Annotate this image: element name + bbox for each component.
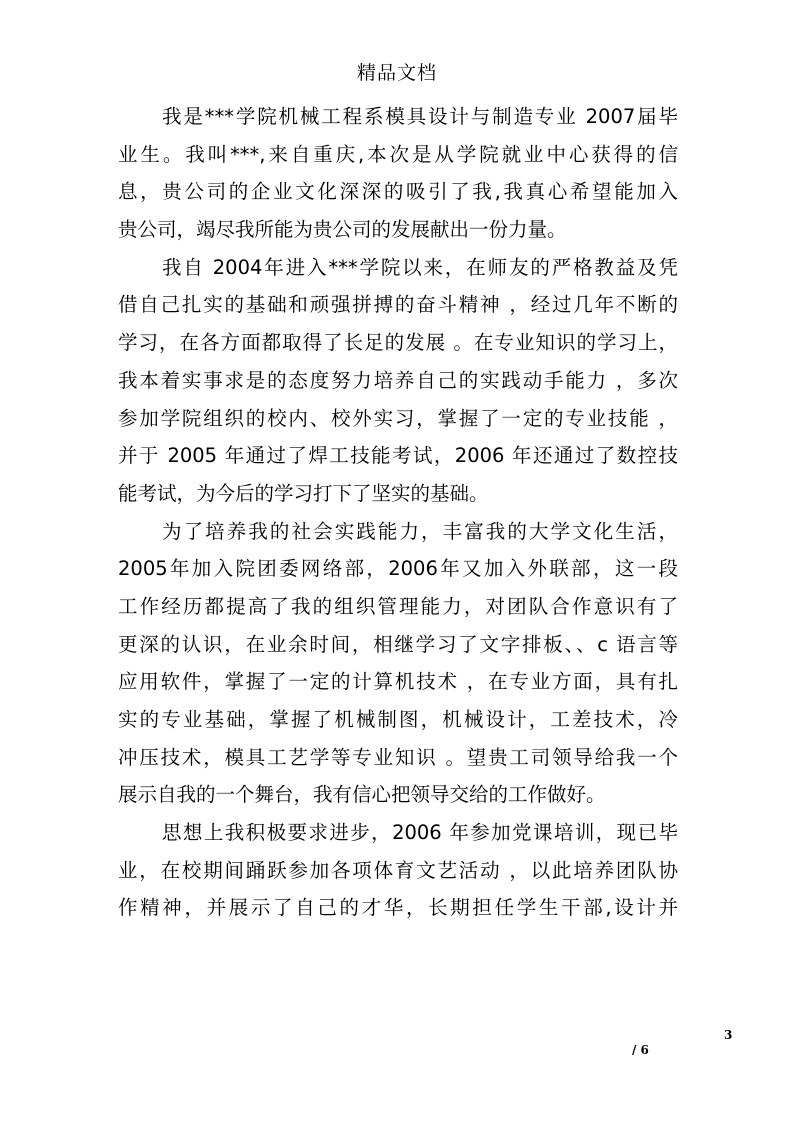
- paragraph-4-line-3: 作精神，并展示了自己的才华，长期担任学生干部,设计并: [118, 896, 678, 920]
- paragraph-4-line-1: 思想上我积极要求进步，2006 年参加党课培训，现已毕: [162, 821, 678, 845]
- paragraph-2-line-4: 我本着实事求是的态度努力培养自己的实践动手能力 ，多次: [118, 368, 678, 392]
- paragraph-3-line-8: 展示自我的一个舞台，我有信心把领导交给的工作做好。: [118, 783, 606, 807]
- paragraph-1-line-3: 息，贵公司的企业文化深深的吸引了我,我真心希望能加入: [118, 180, 678, 204]
- paragraph-4-line-2: 业，在校期间踊跃参加各项体育文艺活动 ，以此培养团队协: [118, 858, 678, 882]
- paragraph-1-line-2: 业生。我叫***,来自重庆,本次是从学院就业中心获得的信: [118, 142, 678, 166]
- paragraph-3-line-7: 冲压技术，模具工艺学等专业知识 。望贵工司领导给我一个: [118, 745, 678, 769]
- paragraph-3-line-3: 工作经历都提高了我的组织管理能力，对团队合作意识有了: [118, 594, 678, 618]
- paragraph-2-line-1: 我自 2004年进入***学院以来，在师友的严格教益及凭: [162, 255, 678, 279]
- paragraph-3-line-6: 实的专业基础，掌握了机械制图，机械设计，工差技术，冷: [118, 708, 678, 731]
- paragraph-3-line-5: 应用软件，掌握了一定的计算机技术 ，在专业方面，具有扎: [118, 670, 678, 694]
- paragraph-3-line-1: 为了培养我的社会实践能力，丰富我的大学文化生活，: [162, 519, 678, 543]
- document-header: 精品文档: [356, 62, 437, 84]
- paragraph-2-line-2: 借自己扎实的基础和顽强拼搏的奋斗精神 ，经过几年不断的: [118, 293, 678, 317]
- paragraph-3-line-2: 2005年加入院团委网络部，2006年又加入外联部，这一段: [118, 557, 678, 581]
- paragraph-3-line-4: 更深的认识，在业余时间，相继学习了文字排板、、c 语言等: [118, 632, 678, 656]
- paragraph-2-line-7: 能考试，为今后的学习打下了坚实的基础。: [118, 481, 489, 505]
- paragraph-2-line-6: 并于 2005 年通过了焊工技能考试，2006 年还通过了数控技: [118, 444, 678, 468]
- paragraph-1-line-4: 贵公司，竭尽我所能为贵公司的发展献出一份力量。: [118, 218, 567, 242]
- page-total: / 6: [632, 1043, 649, 1057]
- document-body: [118, 98, 678, 927]
- paragraph-2-line-5: 参加学院组织的校内、校外实习，掌握了一定的专业技能 ，: [118, 406, 678, 430]
- paragraph-2-line-3: 学习，在各方面都取得了长足的发展 。在专业知识的学习上，: [118, 331, 678, 355]
- page-number: 3: [724, 1028, 733, 1042]
- paragraph-1-line-1: 我是***学院机械工程系模具设计与制造专业 2007届毕: [162, 105, 678, 128]
